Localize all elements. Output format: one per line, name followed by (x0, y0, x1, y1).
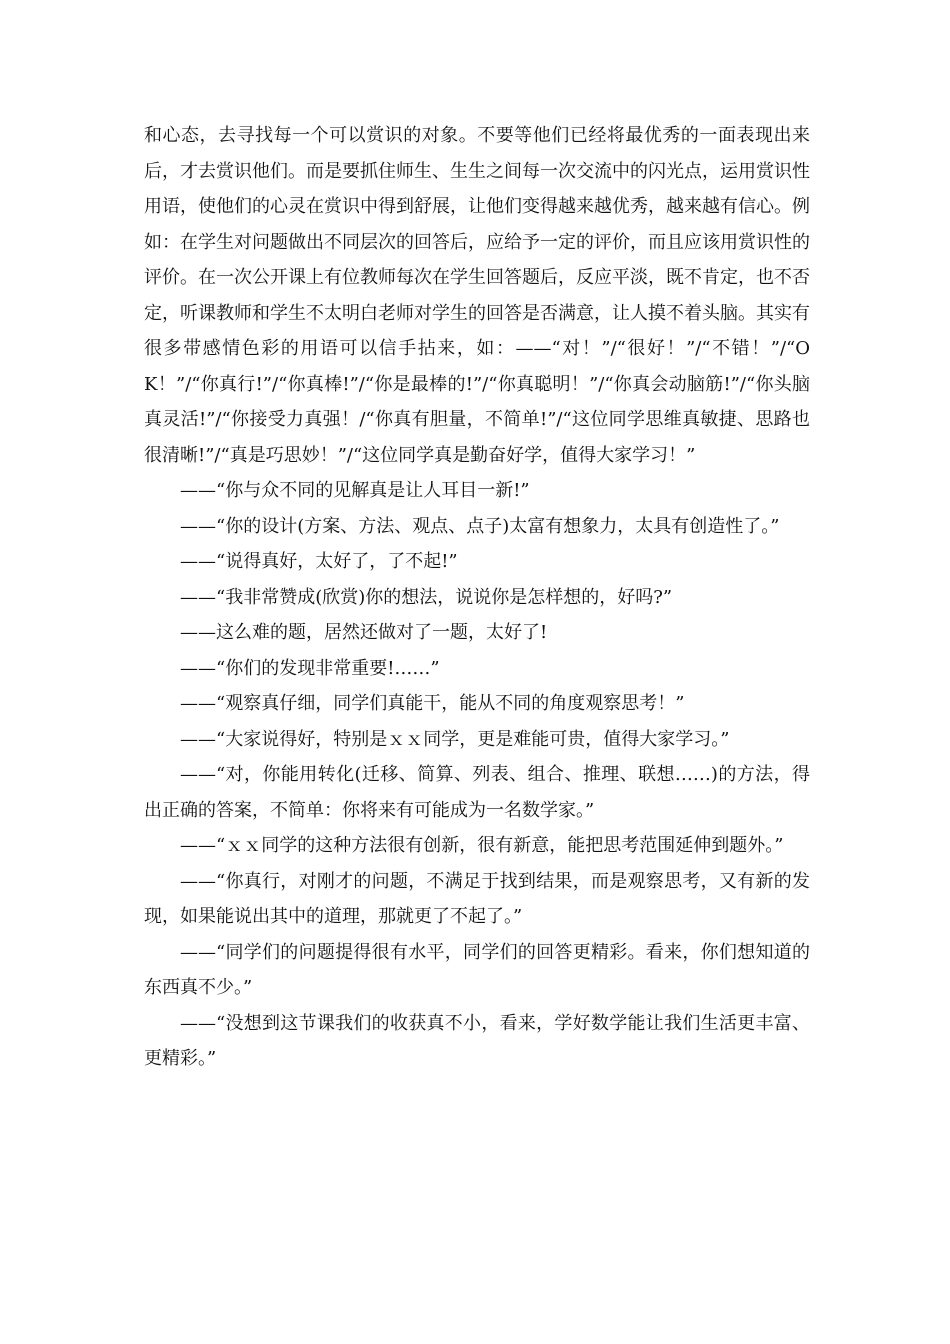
body-paragraph: 和心态，去寻找每一个可以赏识的对象。不要等他们已经将最优秀的一面表现出来后，才去赏识他们。而是要抓住师生、生生之间每一次交流中的闪光点，运用赏识性用语，使他们的心灵在赏识中得到舒展，让他们变得越来越优秀，越来越有信心。例如：在学生对问题做出不同层次的回答后，应给予一定的评价，而且应该用赏识性的评价。在一次公开课上有位教师每次在学生回答题后，反应平淡，既不肯定，也不否定，听课教师和学生不太明白老师对学生的回答是否满意，让人摸不着头脑。其实有很多带感情色彩的用语可以信手拈来，如：——“对！”/“很好！”/“不错！”/“OK！”/“你真行!”/“你真棒!”/“你是最棒的!”/“你真聪明！”/“你真会动脑筋!”/“你头脑真灵活!”/“你接受力真强！/“你真有胆量，不简单!”/“这位同学思维真敏捷、思路也很清晰!”/“真是巧思妙！”/“这位同学真是勤奋好学，值得大家学习！” (144, 125, 810, 466)
quote-line: ——这么难的题，居然还做对了一题，太好了! (180, 622, 548, 643)
quote-line: ——“ｘｘ同学的这种方法很有创新，很有新意，能把思考范围延伸到题外。” (180, 835, 784, 856)
quote-line: ——“你真行，对刚才的问题，不满足于找到结果，而是观察思考，又有新的发现，如果能说出其中的道理，那就更了不起了。” (144, 870, 810, 927)
quote-line: ——“同学们的问题提得很有水平，同学们的回答更精彩。看来，你们想知道的东西真不少。” (144, 941, 810, 998)
quote-line: ——“大家说得好，特别是ｘｘ同学，更是难能可贵，值得大家学习。” (180, 728, 730, 750)
quote-line: ——“对，你能用转化(迁移、简算、列表、组合、推理、联想……)的方法，得出正确的答案，不简单：你将来有可能成为一名数学家。” (144, 764, 810, 821)
quote-line: ——“观察真仔细，同学们真能干，能从不同的角度观察思考！” (180, 693, 685, 714)
quote-line: ——“你们的发现非常重要!……” (180, 657, 440, 679)
quote-line: ——“说得真好，太好了，了不起!” (180, 551, 458, 572)
quote-line: ——“没想到这节课我们的收获真不小，看来，学好数学能让我们生活更丰富、更精彩。” (144, 1012, 810, 1069)
quote-line: ——“我非常赞成(欣赏)你的想法，说说你是怎样想的，好吗?” (180, 586, 673, 608)
quote-line: ——“你与众不同的见解真是让人耳目一新!” (180, 480, 530, 501)
quote-line: ——“你的设计(方案、方法、观点、点子)太富有想象力，太具有创造性了。” (180, 515, 780, 537)
document-page (144, 118, 810, 1077)
